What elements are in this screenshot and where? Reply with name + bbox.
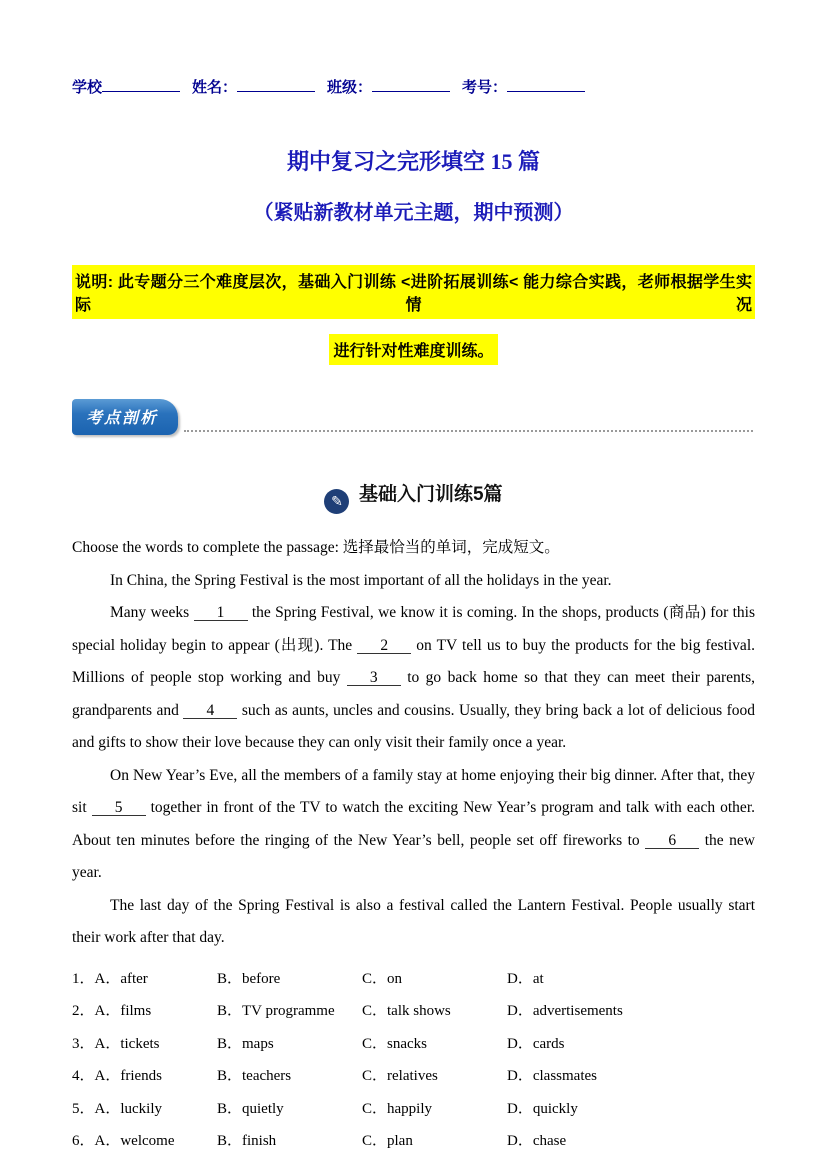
passage-text: such as aunts, uncles and cousins. Usually, they bring back a lot of delicious food and gifts to show their love because they can only visit their family once a year.: [72, 701, 755, 751]
question-2-option-B: B．TV programme: [217, 1003, 335, 1019]
cloze-blank-6: 6: [645, 832, 699, 849]
cloze-blank-2: 2: [357, 637, 411, 654]
question-5-option-C: C．happily: [362, 1100, 432, 1117]
exam-points-badge-label: 考点剖析: [86, 410, 159, 427]
question-3-option-C: C．snacks: [362, 1035, 427, 1052]
passage: [72, 565, 755, 955]
question-3-option-B: B．maps: [217, 1035, 274, 1052]
question-6-option-D: D．chase: [507, 1133, 567, 1149]
info-field-blank-line: [237, 77, 315, 92]
instruction-line: Choose the words to complete the passage: 选择最恰当的单词，完成短文。: [72, 539, 560, 556]
cloze-blank-5: 5: [92, 799, 146, 816]
question-row-1: [72, 963, 755, 996]
passage-text: on TV tell us to buy the products for the big festival. Millions of people stop working and buy: [72, 636, 755, 686]
passage-text: the Spring Festival, we know it is coming. In the shops, products (商品) for this special holiday begin to appear (出现). The: [72, 604, 755, 654]
question-4-option-A: 4．A．friends: [72, 1068, 162, 1084]
notice-line-2-wrap: [72, 334, 755, 365]
notice-block: [72, 265, 755, 365]
passage-paragraph: [72, 890, 755, 955]
question-row-2: [72, 995, 755, 1028]
passage-text: to go back home so that they can meet their parents, grandparents and: [72, 669, 755, 719]
question-6-option-B: B．finish: [217, 1133, 277, 1149]
info-field-blank-line: [372, 77, 450, 92]
page-subtitle: （紧贴新教材单元主题，期中预测）: [253, 202, 574, 224]
question-5-option-A: 5．A．luckily: [72, 1100, 162, 1117]
notice-line-1: 说明: 此专题分三个难度层次，基础入门训练 <进阶拓展训练< 能力综合实践，老师根据学生实际情况: [72, 265, 755, 319]
question-row-5: [72, 1093, 755, 1126]
passage-text: Many weeks: [110, 604, 194, 621]
student-info-header: [72, 76, 755, 97]
pencil-circle-icon: ✎: [324, 489, 349, 514]
question-6-option-A: 6．A．welcome: [72, 1133, 175, 1149]
question-4-option-C: C．relatives: [362, 1068, 438, 1084]
question-3-option-D: D．cards: [507, 1035, 565, 1052]
info-field-blank-line: [507, 77, 585, 92]
passage-paragraph: [72, 597, 755, 760]
passage-paragraph: [72, 565, 755, 598]
section-heading: [72, 479, 755, 514]
questions: [72, 963, 755, 1158]
question-row-3: [72, 1028, 755, 1061]
passage-text: In China, the Spring Festival is the most important of all the holidays in the year.: [110, 571, 612, 589]
question-1-option-A: 1．A．after: [72, 970, 148, 987]
passage-text: the new year.: [72, 831, 755, 881]
info-field-blank-line: [102, 77, 180, 92]
question-6-option-C: C．plan: [362, 1133, 413, 1149]
question-1-option-C: C．on: [362, 970, 403, 987]
question-2-option-C: C．talk shows: [362, 1003, 451, 1019]
question-2-option-D: D．advertisements: [507, 1003, 623, 1019]
question-1-option-B: B．before: [217, 970, 281, 987]
question-2-option-A: 2．A．films: [72, 1003, 152, 1019]
question-4-option-B: B．teachers: [217, 1068, 292, 1084]
question-3-option-A: 3．A．tickets: [72, 1035, 160, 1052]
question-row-4: [72, 1060, 755, 1093]
question-5-option-D: D．quickly: [507, 1100, 578, 1117]
cloze-blank-4: 4: [183, 702, 237, 719]
passage-text: On New Year’s Eve, all the members of a family stay at home enjoying their big dinner. After that, they sit: [72, 766, 755, 816]
info-field-label: 学校: [72, 80, 103, 96]
page-title: 期中复习之完形填空 15 篇: [286, 149, 540, 174]
exam-points-badge: [72, 399, 178, 435]
passage-text: together in front of the TV to watch the exciting New Year’s program and talk with each other. About ten minutes before the ringing of the New Year’s bell, people set off fireworks to: [72, 799, 755, 849]
cloze-blank-3: 3: [347, 669, 401, 686]
info-field-label: 考号：: [462, 80, 508, 96]
dotted-divider: [184, 430, 753, 432]
question-row-6: [72, 1125, 755, 1158]
passage-paragraph: [72, 760, 755, 890]
info-field-label: 班级：: [327, 80, 373, 96]
cloze-blank-1: 1: [194, 604, 248, 621]
notice-line-2: 进行针对性难度训练。: [329, 334, 497, 365]
question-5-option-B: B．quietly: [217, 1100, 284, 1117]
section-title: 基础入门训练5篇: [358, 484, 503, 505]
passage-text: The last day of the Spring Festival is also a festival called the Lantern Festival. People usually start their work after that day.: [72, 896, 755, 946]
question-4-option-D: D．classmates: [507, 1068, 597, 1084]
question-1-option-D: D．at: [507, 970, 544, 987]
info-field-label: 姓名：: [192, 80, 238, 96]
section-badge-row: [72, 399, 755, 435]
